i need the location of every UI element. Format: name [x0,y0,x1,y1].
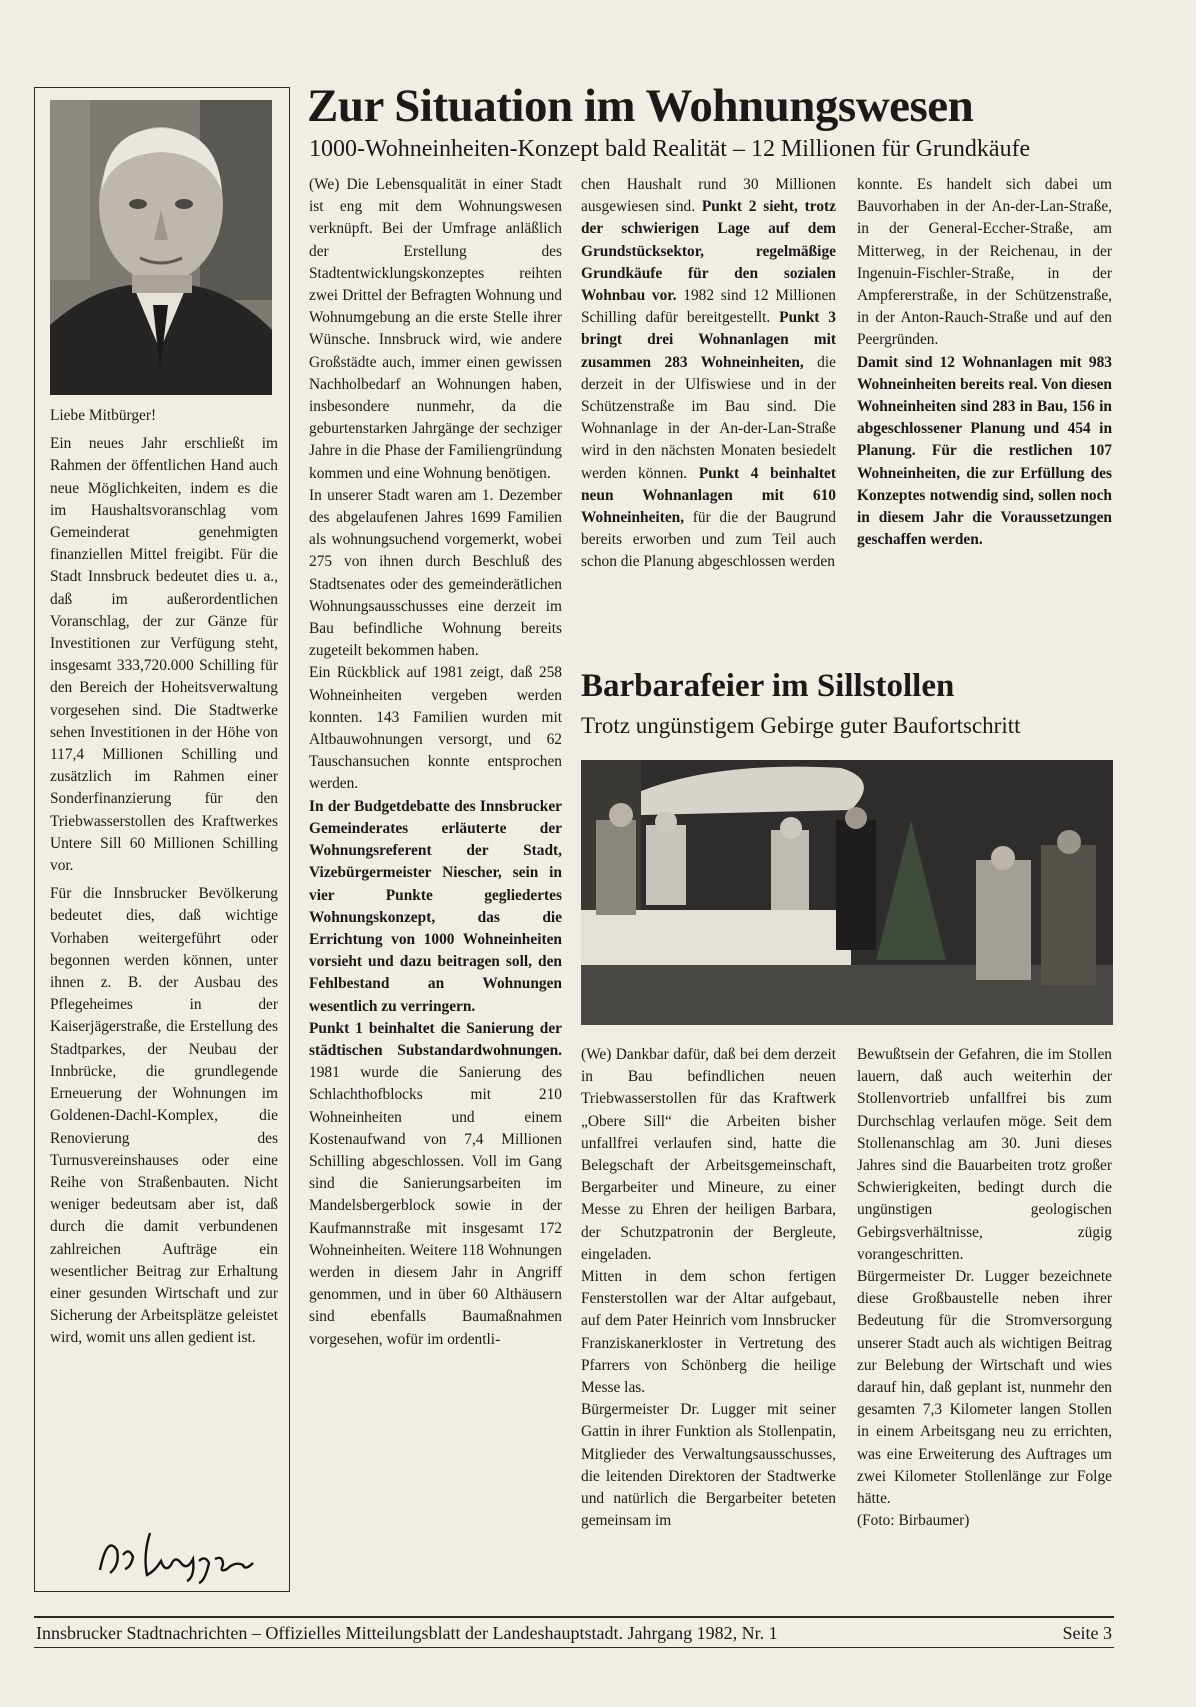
barbara-column-1 [581,1044,836,1532]
letter-paragraph-2: Für die Innsbrucker Bevölkerung bedeutet dies, daß wichtige Vorhaben weitergeführt oder begonnen werden können, unter ihnen z. B. der Ausbau des Pflegeheimes in der Kaiserjägerstraße, die Erstellung des Stadtparkes, der Neubau der Innbrücke, die grundlegende Erneuerung der Wohnungen im Goldenen-Dachl-Komplex, die Renovierung des Turnusvereinshauses oder eine Reihe von Straßenbauten. Nicht weniger bedeutsam aber ist, daß durch die damit verbundenen zahlreichen Aufträge ein wesentlicher Beitrag zur Erhaltung einer gesunden Wirtschaft und zur Sicherung der Arbeitsplätze geleistet wird, womit uns allen gedient ist. [50,885,278,1347]
mayor-letter [50,405,278,1356]
article-paragraph: Mitten in dem schon fertigen Fensterstollen war der Altar aufgebaut, auf dem Pater Heinrich vom Innsbrucker Franziskanerkloster in Vertretung des Pfarrers von Schönberg die heilige Messe las. [581,1268,836,1397]
article-paragraph: konnte. Es handelt sich dabei um Bauvorhaben in der An-der-Lan-Straße, in der General-Eccher-Straße, am Mitterweg, in der Reichenau, in der Ingenuin-Fischler-Straße, in der Ampfererstraße, in der Schützenstraße, in der Anton-Rauch-Straße und auf den Peergründen. [857,176,1112,349]
footer-rule-bottom [34,1647,1114,1648]
article-paragraph: In unserer Stadt waren am 1. Dezember des abgelaufenen Jahres 1699 Familien als wohnungsuchend vorgemerkt, wobei 275 von ihnen durch Beschluß des Stadtsenates oder des gemeinderätlichen Wohnungsausschusses eine derzeit im Bau befindliche Wohnung bereits zugeteilt bekommen haben. [309,486,562,660]
letter-greeting: Liebe Mitbürger! [50,407,157,424]
photo-credit: (Foto: Birbaumer) [857,1512,970,1530]
col2-text-a: chen Haushalt rund 30 Millionen ausgewiesen sind. [581,176,836,216]
footer-publication: Innsbrucker Stadtnachrichten – Offizielles Mitteilungsblatt der Landeshauptstadt. Jahrgang 1982, Nr. 1 [36,1623,778,1643]
article-paragraph-bold: In der Budgetdebatte des Innsbrucker Gemeinderates erläuterte der Wohnungsreferent der Stadt, Vizebürgermeister Niescher, sein in vier Punkte gegliedertes Wohnungskonzept, das die Errichtung von 1000 Wohneinheiten vorsieht und dazu beitragen soll, den Fehlbestand an Wohnungen wesentlich zu verringern. [309,797,562,1015]
article-paragraph-bold: Damit sind 12 Wohnanlagen mit 983 Wohneinheiten bereits real. Von diesen Wohneinheiten sind 283 in Bau, 156 in abgeschlossener Planung und 454 in Planung. Für die restlichen 107 Wohneinheiten, die zur Erfüllung des Konzeptes notwendig sind, sollen noch in diesem Jahr die Voraussetzungen geschaffen werden. [857,353,1112,549]
col2-text-b: 1982 sind 12 Millionen Schilling dafür bereitgestellt. [581,287,836,327]
article-paragraph: Ein Rückblick auf 1981 zeigt, daß 258 Wohneinheiten vergeben werden konnten. 143 Familien wurden mit Altbauwohnungen versorgt, und 62 Tauschansuchen konnte entsprochen werden. [309,664,562,793]
mayor-portrait-photo [50,100,272,395]
barbara-column-2 [857,1044,1112,1532]
point-1-text: 1981 wurde die Sanierung des Schlachthofblocks mit 210 Wohneinheiten und einem Kostenaufwand von 7,4 Millionen Schilling abgeschlossen. Voll im Gang sind die Sanierungsarbeiten im Mandelsbergerblock sowie in der Kaufmannstraße mit insgesamt 172 Wohneinheiten. Weitere 118 Wohnungen werden in diesem Jahr in Angriff genommen, und in über 60 Althäusern sind ebenfalls Baumaßnahmen vorgesehen, wofür im ordentli- [309,1064,562,1348]
point-1-lead: Punkt 1 beinhaltet die Sanierung der städtischen Substandardwohnungen. [309,1019,562,1059]
article-subheadline: 1000-Wohneinheiten-Konzept bald Realität – 12 Millionen für Grundkäufe [309,136,1031,162]
article-paragraph: Bürgermeister Dr. Lugger mit seiner Gattin in ihrer Funktion als Stollenpatin, Mitglieder des Verwaltungsausschusses, die leitenden Direktoren der Stadtwerke und natürlich die Bergarbeiter beteten gemeinsam im [581,1401,836,1530]
barbara-ceremony-photo [581,760,1113,1025]
article-column-3 [857,174,1112,551]
barbara-headline: Barbarafeier im Sillstollen [581,668,955,704]
article-paragraph: Bürgermeister Dr. Lugger bezeichnete diese Großbaustelle neben ihrer Bedeutung für die Stromversorgung unserer Stadt auch als wichtigen Beitrag zur Belebung der Wirtschaft und wies darauf hin, daß geplant ist, nunmehr den gesamten 7,3 Kilometer langen Stollen in einem Arbeitsgang neu zu errichten, was eine Erweiterung des Auftrages um zwei Kilometer Stollenlänge zur Folge hätte. [857,1268,1112,1508]
article-paragraph: (We) Die Lebensqualität in einer Stadt ist eng mit dem Wohnungswesen verknüpft. Bei der Umfrage anläßlich der Erstellung des Stadtentwicklungskonzeptes reihten zwei Drittel der Befragten Wohnung und Wohnumgebung an die erste Stelle ihrer Wünsche. Innsbruck wird, wie andere Großstädte auch, immer einen gewissen Nachholbedarf an Wohnungen haben, insbesondere nunmehr, da die geburtenstarken Jahrgänge der sechziger Jahre in die Phase der Familiengründung kommen und eine Wohnung benötigen. [309,176,562,482]
footer-rule [34,1616,1114,1618]
col2-text-c: die derzeit in der Ulfiswiese und in der Schützenstraße im Bau sind. Die Wohnanlage in der An-der-Lan-Straße wird in den nächsten Monaten besiedelt werden können. [581,353,836,482]
point-3-lead: Punkt 3 bringt drei Wohnanlagen mit zusammen 283 Wohneinheiten, [581,309,836,371]
article-paragraph: Bewußtsein der Gefahren, die im Stollen lauern, daß auch weiterhin der Stollenvortrieb unfallfrei bis zum Durchschlag verlaufen möge. Seit dem Stollenanschlag am 30. Juni dieses Jahres sind die Bauarbeiten trotz großer Schwierigkeiten, bedingt durch die ungünstigen geologischen Gebirgsverhältnisse, zügig vorangeschritten. [857,1046,1112,1263]
col2-text-d: für die der Baugrund bereits erworben und zum Teil auch schon die Planung abgeschlossen werden [581,509,836,571]
mayor-signature [95,1525,275,1585]
article-paragraph [581,174,836,574]
point-2-lead: Punkt 2 sieht, trotz der schwierigen Lage auf dem Grundstücksektor, regelmäßige Grundkäufe für den sozialen Wohnbau vor. [581,198,836,305]
article-headline: Zur Situation im Wohnungswesen [307,80,974,132]
page-number: Seite 3 [1062,1623,1112,1643]
article-column-1 [309,174,562,1351]
letter-paragraph-1: Ein neues Jahr erschließt im Rahmen der öffentlichen Hand auch neue Möglichkeiten, indem es die im Haushaltsvoranschlag vom Gemeinderat genehmigten finanziellen Mittel freigibt. Für die Stadt Innsbruck bedeutet dies u. a., daß im außerordentlichen Voranschlag, der zur Gänze für Investitionen zur Verfügung steht, insgesamt 333,720.000 Schilling für den Bereich der Hoheitsverwaltung vorgesehen sind. Die Stadtwerke sehen Investitionen in der Höhe von 117,4 Millionen Schilling und zusätzlich im Rahmen einer Sonderfinanzierung für den Triebwasserstollen des Kraftwerkes Untere Sill 60 Millionen Schilling vor. [50,435,278,875]
article-column-2 [581,174,836,574]
barbara-subheadline: Trotz ungünstigem Gebirge guter Baufortschritt [581,713,1021,738]
article-paragraph [309,1018,562,1351]
article-paragraph: (We) Dankbar dafür, daß bei dem derzeit in Bau befindlichen neuen Triebwasserstollen für das Kraftwerk „Obere Sill“ die Arbeiten bisher unfallfrei verlaufen sind, hatte die Belegschaft der Arbeitsgemeinschaft, Bergarbeiter und Mineure, zu einer Messe zu Ehren der heiligen Barbara, der Schutzpatronin der Bergleute, eingeladen. [581,1046,836,1263]
point-4-lead: Punkt 4 beinhaltet neun Wohnanlagen mit 610 Wohneinheiten, [581,464,836,527]
